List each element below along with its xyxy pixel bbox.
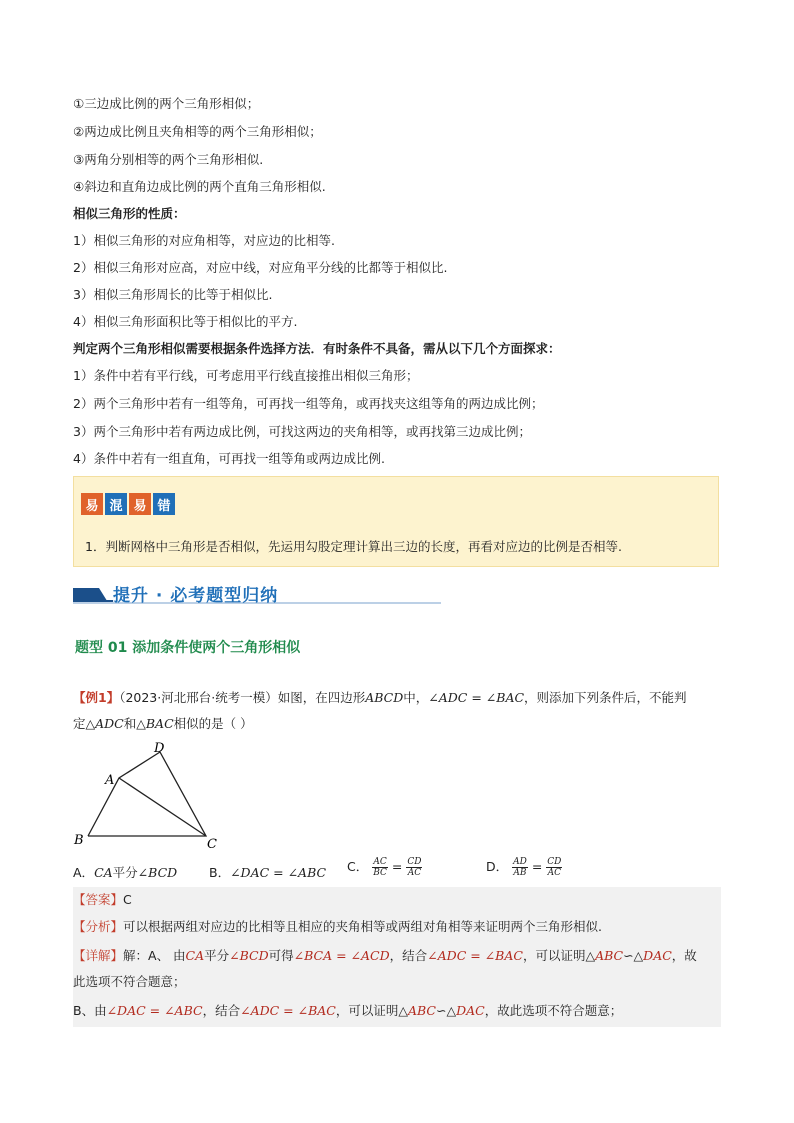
detail-text: ∽△ bbox=[436, 1003, 457, 1018]
detail-text: 可得 bbox=[268, 948, 294, 963]
property-3: 3）相似三角形周长的比等于相似比. bbox=[73, 287, 273, 302]
condition-3: ③两角分别相等的两个三角形相似. bbox=[73, 152, 264, 167]
fraction bbox=[546, 857, 562, 878]
denominator: AB bbox=[513, 868, 527, 878]
diagonal-ac bbox=[119, 778, 206, 836]
fraction bbox=[512, 857, 528, 878]
label-c: C bbox=[207, 837, 217, 852]
method-1: 1）条件中若有平行线，可考虑用平行线直接推出相似三角形； bbox=[73, 368, 419, 383]
detail-text: ，故此选项不符合题意； bbox=[484, 1003, 623, 1018]
properties-title: 相似三角形的性质： bbox=[73, 206, 186, 221]
detail-text: 解：A、 由 bbox=[123, 948, 186, 963]
answer-line bbox=[73, 892, 132, 908]
detail-text: ，结合 bbox=[202, 1003, 241, 1018]
detail-text: ，可以证明△ bbox=[335, 1003, 408, 1018]
detail-line-3 bbox=[73, 1003, 622, 1019]
tip-text: 1．判断网格中三角形是否相似，先运用勾股定理计算出三边的长度，再看对应边的比例是否相等. bbox=[85, 539, 622, 554]
section-banner bbox=[73, 580, 443, 606]
example-text: 和△ bbox=[123, 716, 146, 731]
analysis-line bbox=[73, 919, 602, 935]
equals: = bbox=[531, 859, 543, 874]
numerator: CD bbox=[547, 857, 562, 867]
denominator: AC bbox=[407, 868, 422, 878]
detail-math: ABC bbox=[595, 948, 624, 963]
option-letter: B． bbox=[209, 865, 231, 880]
answer-label: 【答案】 bbox=[73, 892, 124, 907]
example-tag: 【例1】 bbox=[73, 690, 120, 705]
option-c[interactable] bbox=[347, 857, 422, 878]
numerator: AD bbox=[513, 857, 527, 867]
label-d: D bbox=[154, 741, 165, 756]
detail-math: DAC bbox=[643, 948, 672, 963]
detail-label: 【详解】 bbox=[73, 948, 124, 963]
detail-math: ∠ADC = ∠BAC bbox=[427, 948, 523, 963]
triangle-2: BAC bbox=[145, 716, 174, 731]
option-letter: D． bbox=[486, 859, 509, 874]
tip-badge-3: 易 bbox=[129, 493, 151, 515]
example-line-1 bbox=[73, 690, 687, 706]
condition-1: ①三边成比例的两个三角形相似； bbox=[73, 96, 260, 111]
fraction bbox=[372, 857, 388, 878]
example-text: ，则添加下列条件后，不能判 bbox=[524, 690, 687, 705]
method-3: 3）两个三角形中若有两边成比例，可找这两边的夹角相等，或再找第三边成比例； bbox=[73, 424, 531, 439]
banner-title: 提升 · 必考题型归纳 bbox=[113, 586, 279, 606]
mistake-tip-box bbox=[73, 476, 719, 567]
property-4: 4）相似三角形面积比等于相似比的平方. bbox=[73, 314, 298, 329]
option-letter: A． bbox=[73, 865, 95, 880]
detail-math: ∠DAC = ∠ABC bbox=[106, 1003, 203, 1018]
detail-text: ∽△ bbox=[623, 948, 644, 963]
tip-badge-1: 易 bbox=[81, 493, 103, 515]
detail-text: ，可以证明△ bbox=[522, 948, 596, 963]
detail-math: ∠ADC = ∠BAC bbox=[240, 1003, 336, 1018]
example-text: 如图，在四边形 bbox=[277, 690, 366, 705]
fraction bbox=[406, 857, 422, 878]
answer-value: C bbox=[123, 892, 132, 907]
option-b[interactable] bbox=[209, 863, 326, 881]
equals: = bbox=[391, 859, 403, 874]
triangle-1: ADC bbox=[95, 716, 124, 731]
denominator: BC bbox=[373, 868, 387, 878]
detail-math: ∠BCD bbox=[229, 948, 269, 963]
detail-math: ABC bbox=[407, 1003, 436, 1018]
numerator: CD bbox=[407, 857, 422, 867]
detail-math: ∠BCA = ∠ACD bbox=[293, 948, 390, 963]
label-a: A bbox=[105, 773, 115, 788]
property-2: 2）相似三角形对应高，对应中线，对应角平分线的比都等于相似比. bbox=[73, 260, 448, 275]
example-text: 中， bbox=[403, 690, 429, 705]
example-text: 相似的是（ ） bbox=[173, 716, 253, 731]
analysis-label: 【分析】 bbox=[73, 919, 124, 934]
detail-math: CA bbox=[185, 948, 205, 963]
option-a[interactable] bbox=[73, 863, 177, 881]
type-heading: 题型 01 添加条件使两个三角形相似 bbox=[75, 640, 301, 656]
example-text: 定△ bbox=[73, 716, 96, 731]
condition-2: ②两边成比例且夹角相等的两个三角形相似； bbox=[73, 124, 322, 139]
detail-text: B、由 bbox=[73, 1003, 107, 1018]
tip-badges bbox=[81, 493, 175, 515]
method-4: 4）条件中若有一组直角，可再找一组等角或两边成比例. bbox=[73, 451, 385, 466]
option-math: ∠BCD bbox=[137, 865, 178, 880]
detail-math: DAC bbox=[456, 1003, 485, 1018]
property-1: 1）相似三角形的对应角相等，对应边的比相等. bbox=[73, 233, 335, 248]
tip-badge-2: 混 bbox=[105, 493, 127, 515]
detail-text: ，故 bbox=[671, 948, 697, 963]
example-source: （2023·河北邢台·统考一模） bbox=[119, 690, 278, 705]
detail-line-2: 此选项不符合题意； bbox=[73, 974, 186, 989]
analysis-text: 可以根据两组对应边的比相等且相应的夹角相等或两组对角相等来证明两个三角形相似. bbox=[123, 919, 602, 934]
condition-4: ④斜边和直角边成比例的两个直角三角形相似. bbox=[73, 179, 326, 194]
quad-name: ABCD bbox=[365, 690, 404, 705]
option-math: ∠DAC = ∠ABC bbox=[230, 865, 327, 880]
given-condition: ∠ADC = ∠BAC bbox=[428, 690, 525, 705]
detail-line-1 bbox=[73, 948, 697, 964]
denominator: AC bbox=[547, 868, 562, 878]
method-2: 2）两个三角形中若有一组等角，可再找一组等角，或再找夹这组等角的两边成比例； bbox=[73, 396, 544, 411]
numerator: AC bbox=[373, 857, 387, 867]
option-text: 平分 bbox=[112, 865, 138, 880]
label-b: B bbox=[74, 833, 84, 848]
detail-text: ，结合 bbox=[389, 948, 428, 963]
answer-block bbox=[73, 887, 721, 1027]
option-math: CA bbox=[94, 865, 113, 880]
quadrilateral-outline bbox=[88, 752, 206, 836]
option-letter: C． bbox=[347, 859, 369, 874]
quadrilateral-figure bbox=[70, 738, 230, 853]
option-d[interactable] bbox=[486, 857, 562, 878]
detail-text: 平分 bbox=[204, 948, 230, 963]
example-line-2 bbox=[73, 716, 253, 732]
methods-title: 判定两个三角形相似需要根据条件选择方法．有时条件不具备，需从以下几个方面探求： bbox=[73, 341, 561, 356]
tip-badge-4: 错 bbox=[153, 493, 175, 515]
